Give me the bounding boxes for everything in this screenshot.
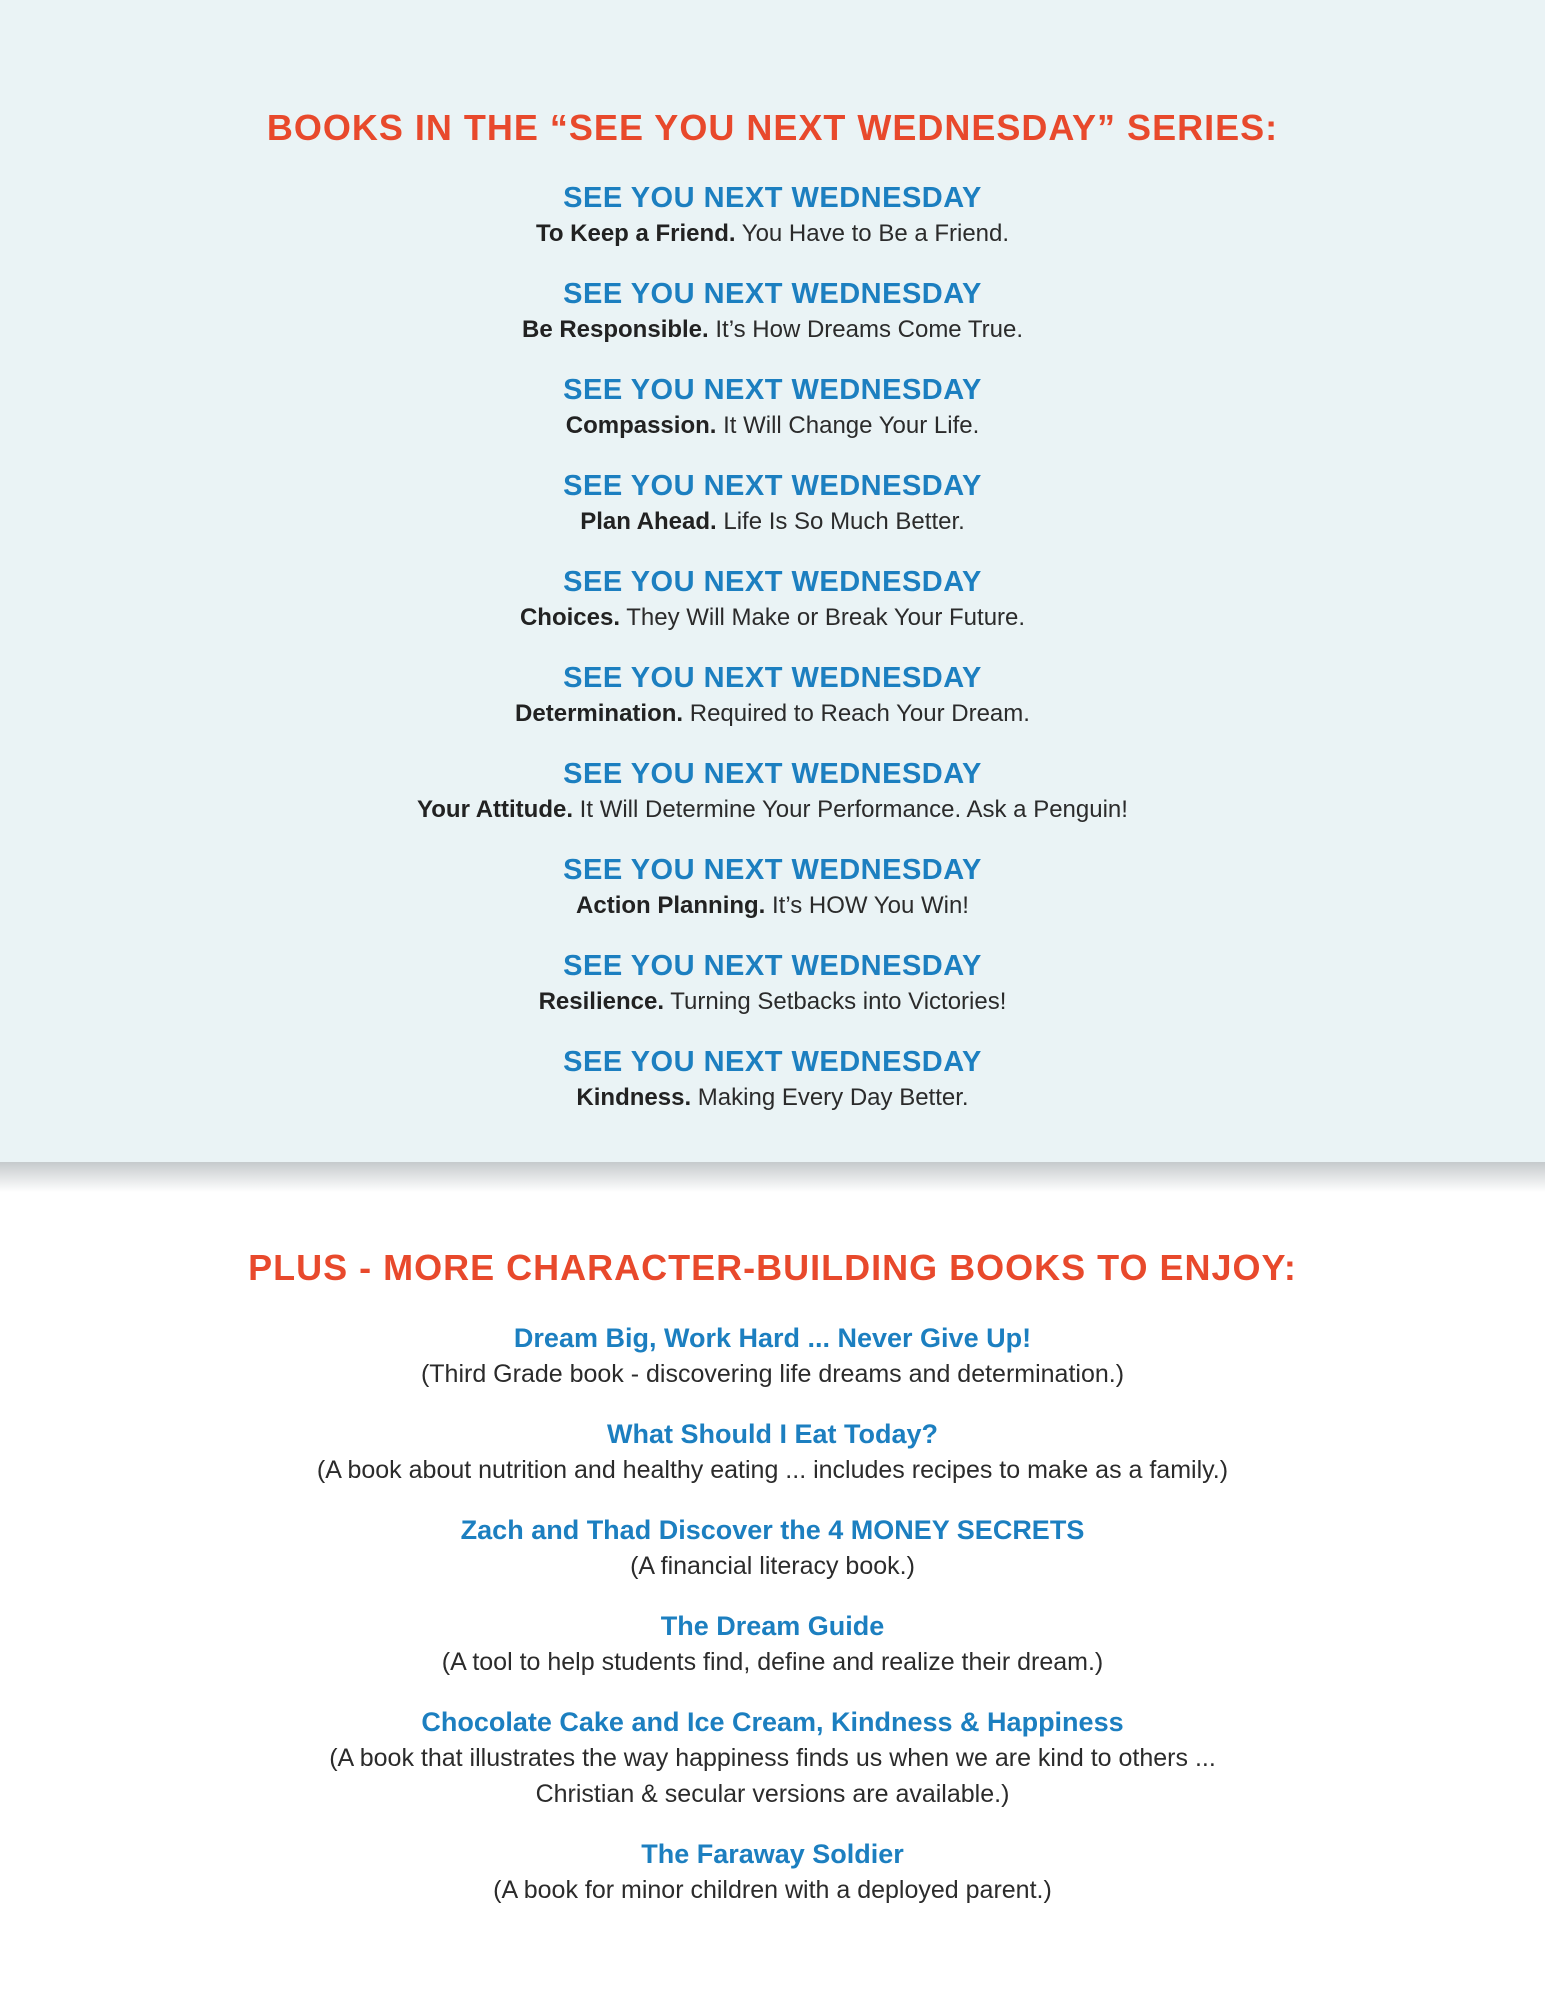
series-book-lead: Plan Ahead. (580, 508, 717, 535)
more-book-title: The Faraway Soldier (641, 1839, 904, 1869)
series-book-subtitle (0, 504, 1545, 540)
series-book-lead: Determination. (515, 700, 684, 727)
series-book-entry (0, 852, 1545, 948)
more-book-description: (A book for minor children with a deployed parent.) (493, 1876, 1052, 1904)
series-book-lead: Compassion. (565, 412, 717, 439)
series-book-title: SEE YOU NEXT WEDNESDAY (563, 1046, 982, 1078)
series-book-entry (0, 1044, 1545, 1140)
more-book-description-line-2: Christian & secular versions are available.) (535, 1780, 1010, 1808)
series-book-lead: Be Responsible. (521, 316, 709, 343)
series-book-rest: Required to Reach Your Dream. (683, 700, 1030, 727)
series-book-rest: Life Is So Much Better. (716, 508, 965, 535)
series-book-rest: They Will Make or Break Your Future. (619, 604, 1026, 631)
series-book-lead: Your Attitude. (417, 796, 574, 823)
series-book-subtitle (0, 696, 1545, 732)
series-book-subtitle (0, 408, 1545, 444)
series-book-lead: Choices. (519, 604, 620, 631)
series-book-rest: It Will Change Your Life. (716, 412, 980, 439)
series-book-entry (0, 372, 1545, 468)
series-book-lead: To Keep a Friend. (535, 220, 736, 247)
series-book-title: SEE YOU NEXT WEDNESDAY (563, 854, 982, 886)
series-book-title: SEE YOU NEXT WEDNESDAY (563, 662, 982, 694)
more-book-title: Chocolate Cake and Ice Cream, Kindness & Happiness (421, 1707, 1124, 1737)
series-book-title: SEE YOU NEXT WEDNESDAY (563, 374, 982, 406)
series-book-subtitle (0, 888, 1545, 924)
series-book-lead: Resilience. (538, 988, 664, 1015)
series-book-entry (0, 756, 1545, 852)
more-book-title: Dream Big, Work Hard ... Never Give Up! (513, 1323, 1032, 1353)
more-book-description: (A financial literacy book.) (630, 1552, 915, 1580)
more-book-description: (A book about nutrition and healthy eating ... includes recipes to make as a family.) (316, 1456, 1229, 1484)
more-book-title: What Should I Eat Today? (607, 1419, 938, 1449)
series-book-entry (0, 660, 1545, 756)
more-book-description: (A book that illustrates the way happiness finds us when we are kind to others ... (329, 1744, 1216, 1772)
series-book-subtitle (0, 984, 1545, 1020)
more-book-description: (A tool to help students find, define and realize their dream.) (441, 1648, 1104, 1676)
series-book-list (0, 180, 1545, 1140)
series-book-title: SEE YOU NEXT WEDNESDAY (563, 470, 982, 502)
series-book-rest: Making Every Day Better. (691, 1084, 969, 1111)
more-book-description: (Third Grade book - discovering life dreams and determination.) (420, 1360, 1125, 1388)
series-book-entry (0, 468, 1545, 564)
series-book-rest: It Will Determine Your Performance. Ask a Penguin! (573, 796, 1128, 823)
more-book-entry (0, 1836, 1545, 1908)
series-book-entry (0, 276, 1545, 372)
series-book-subtitle (0, 792, 1545, 828)
series-book-rest: It’s How Dreams Come True. (708, 316, 1024, 343)
series-book-rest: You Have to Be a Friend. (735, 220, 1010, 247)
series-book-title: SEE YOU NEXT WEDNESDAY (563, 278, 982, 310)
more-book-entry (0, 1704, 1545, 1812)
series-book-subtitle (0, 600, 1545, 636)
series-book-entry (0, 948, 1545, 1044)
series-book-title: SEE YOU NEXT WEDNESDAY (563, 182, 982, 214)
series-book-title: SEE YOU NEXT WEDNESDAY (563, 758, 982, 790)
series-book-subtitle (0, 216, 1545, 252)
panel-shadow (0, 1162, 1545, 1192)
series-book-entry (0, 564, 1545, 660)
series-book-title: SEE YOU NEXT WEDNESDAY (563, 566, 982, 598)
series-heading: BOOKS IN THE “SEE YOU NEXT WEDNESDAY” SERIES: (266, 107, 1279, 148)
more-books-heading: PLUS - MORE CHARACTER-BUILDING BOOKS TO ENJOY: (248, 1247, 1297, 1288)
more-book-title: The Dream Guide (660, 1611, 885, 1641)
series-book-subtitle (0, 1080, 1545, 1116)
series-book-title: SEE YOU NEXT WEDNESDAY (563, 950, 982, 982)
more-book-list (0, 1320, 1545, 1932)
more-book-entry (0, 1320, 1545, 1392)
more-book-title: Zach and Thad Discover the 4 MONEY SECRETS (460, 1515, 1085, 1545)
more-book-entry (0, 1416, 1545, 1488)
more-book-entry (0, 1512, 1545, 1584)
series-book-subtitle (0, 312, 1545, 348)
series-book-lead: Action Planning. (576, 892, 766, 919)
series-book-lead: Kindness. (576, 1084, 692, 1111)
series-book-rest: It’s HOW You Win! (765, 892, 969, 919)
series-book-entry (0, 180, 1545, 276)
more-book-entry (0, 1608, 1545, 1680)
series-book-rest: Turning Setbacks into Victories! (664, 988, 1007, 1015)
